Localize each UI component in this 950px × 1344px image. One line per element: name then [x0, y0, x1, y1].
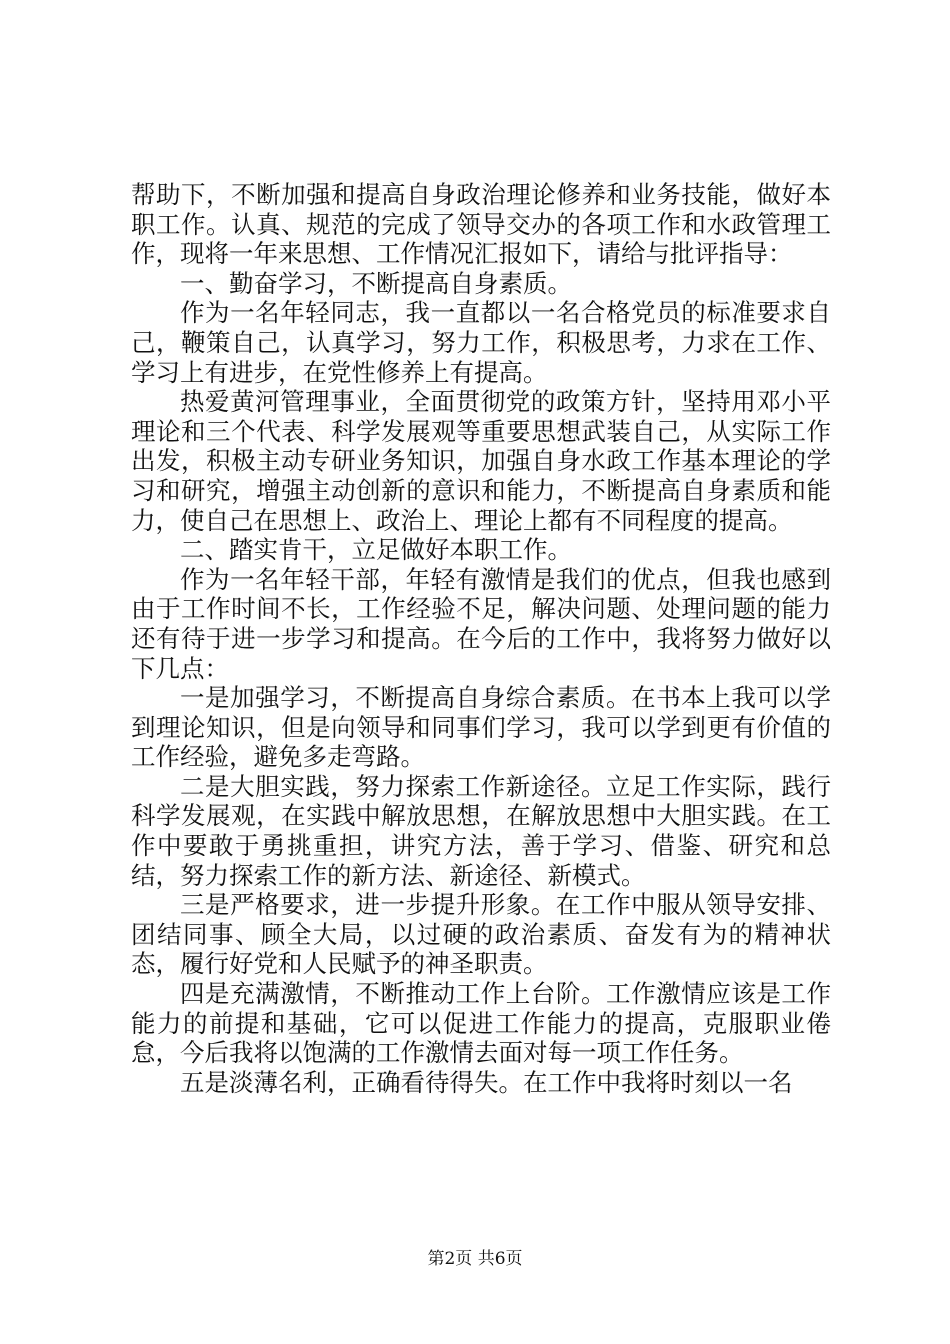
- list-point-2: 二是大胆实践，努力探索工作新途径。立足工作实际，践行科学发展观，在实践中解放思想，在解放思想中大胆实践。在工作中要敢于勇挑重担，讲究方法，善于学习、借鉴、研究和总结，努力探索工作的新方法、新途径、新模式。: [131, 771, 831, 890]
- document-body: [131, 180, 831, 1097]
- list-point-1: 一是加强学习，不断提高自身综合素质。在书本上我可以学到理论知识，但是向领导和同事们学习，我可以学到更有价值的工作经验，避免多走弯路。: [131, 683, 831, 772]
- paragraph: 热爱黄河管理事业，全面贯彻党的政策方针，坚持用邓小平理论和三个代表、科学发展观等重要思想武装自己，从实际工作出发，积极主动专研业务知识，加强自身水政工作基本理论的学习和研究，增强主动创新的意识和能力，不断提高自身素质和能力，使自己在思想上、政治上、理论上都有不同程度的提高。: [131, 387, 831, 535]
- section-heading-1: 一、勤奋学习，不断提高自身素质。: [180, 268, 572, 298]
- paragraph: 作为一名年轻干部，年轻有激情是我们的优点，但我也感到由于工作时间不长，工作经验不足，解决问题、处理问题的能力还有待于进一步学习和提高。在今后的工作中，我将努力做好以下几点：: [131, 564, 831, 683]
- paragraph-continuation: 帮助下，不断加强和提高自身政治理论修养和业务技能，做好本职工作。认真、规范的完成了领导交办的各项工作和水政管理工作，现将一年来思想、工作情况汇报如下，请给与批评指导：: [131, 180, 831, 269]
- list-point-4: 四是充满激情，不断推动工作上台阶。工作激情应该是工作能力的前提和基础，它可以促进工作能力的提高，克服职业倦怠，今后我将以饱满的工作激情去面对每一项工作任务。: [131, 979, 831, 1068]
- section-heading-2: 二、踏实肯干，立足做好本职工作。: [180, 535, 572, 565]
- list-point-5: 五是淡薄名利，正确看待得失。在工作中我将时刻以一名: [180, 1067, 793, 1097]
- page-number: 第2页 共6页: [427, 1249, 523, 1269]
- paragraph: 作为一名年轻同志，我一直都以一名合格党员的标准要求自己，鞭策自己，认真学习，努力工作，积极思考，力求在工作、学习上有进步，在党性修养上有提高。: [131, 298, 831, 387]
- list-point-3: 三是严格要求，进一步提升形象。在工作中服从领导安排、团结同事、顾全大局，以过硬的政治素质、奋发有为的精神状态，履行好党和人民赋予的神圣职责。: [131, 890, 831, 979]
